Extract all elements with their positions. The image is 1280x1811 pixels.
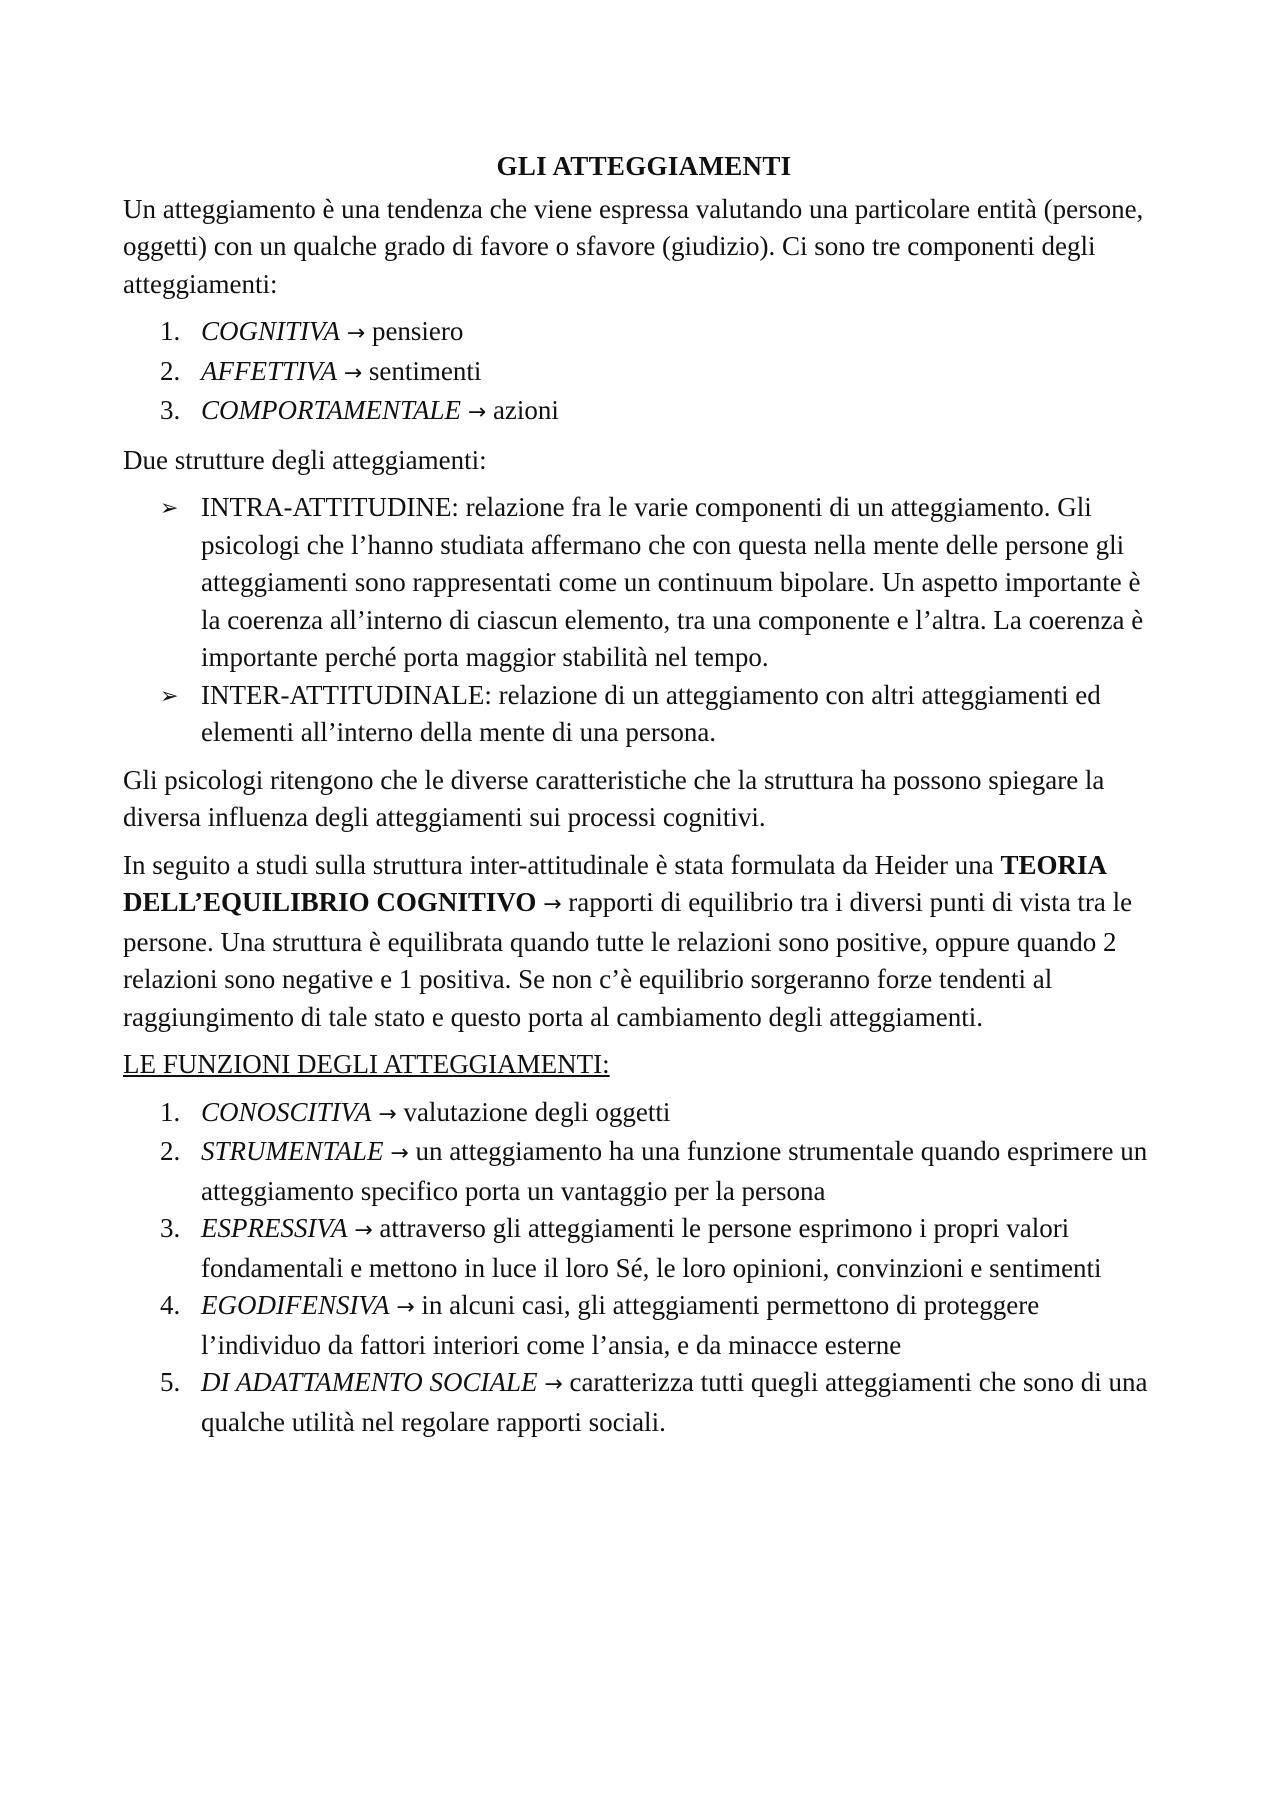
function-term: CONOSCITIVA: [201, 1096, 372, 1127]
list-number: 1.: [160, 1096, 181, 1127]
structure-text: INTRA-ATTITUDINE: relazione fra le varie componenti di un atteggiamento. Gli psicologi che l’hanno studiata affermano che con questa nella mente delle persone gli atteggiamenti sono rappresentati come un continuum bipolare. Un aspetto importante è la coerenza all’interno di ciascun elemento, tra una componente e l’altra. La coerenza è importante perché porta maggior stabilità nel tempo.: [201, 492, 1144, 672]
function-desc: attraverso gli atteggiamenti le persone esprimono i propri valori fondamentali e mettono in luce il loro Sé, le loro opinioni, convinzioni e sentimenti: [201, 1213, 1102, 1283]
structures-heading: Due strutture degli atteggiamenti:: [123, 444, 487, 475]
component-term: COGNITIVA: [201, 316, 340, 346]
structure-text: INTER-ATTITUDINALE: relazione di un atteggiamento con altri atteggiamenti ed elementi all’interno della mente di una persona.: [201, 679, 1101, 747]
function-term: ESPRESSIVA: [201, 1213, 348, 1243]
function-desc: valutazione degli oggetti: [403, 1096, 671, 1127]
function-term: DI ADATTAMENTO SOCIALE: [201, 1367, 538, 1397]
list-item: [123, 1133, 1165, 1210]
list-number: 3.: [160, 1213, 181, 1243]
document-title: GLI ATTEGGIAMENTI: [496, 151, 792, 181]
list-number: 1.: [160, 316, 181, 346]
arrow-right-icon: →: [396, 1295, 415, 1320]
components-list: [123, 313, 1165, 432]
list-item: [123, 392, 1165, 432]
component-desc: pensiero: [371, 316, 464, 346]
list-item: [123, 1210, 1165, 1287]
list-number: 4.: [160, 1290, 181, 1320]
list-number: 3.: [160, 395, 181, 425]
list-item: [123, 313, 1165, 353]
function-desc: in alcuni casi, gli atteggiamenti permettono di proteggere l’individuo da fattori interiori come l’ansia, e da minacce esterne: [201, 1290, 1040, 1360]
heider-text-after: rapporti di equilibrio tra i diversi punti di vista tra le persone. Una struttura è equilibrata quando tutte le relazioni sono positive, oppure quando 2 relazioni sono negative e 1 positiva. Se non c’è equilibrio sorgeranno forze tendenti al raggiungimento di tale stato e questo porta al cambiamento degli atteggiamenti.: [123, 887, 1133, 1032]
list-item: [123, 1364, 1165, 1441]
component-term: COMPORTAMENTALE: [201, 395, 461, 425]
intro-paragraph: Un atteggiamento è una tendenza che viene espressa valutando una particolare entità (persone, oggetti) con un qualche grado di favore o sfavore (giudizio). Ci sono tre componenti degli atteggiamenti:: [123, 193, 1144, 299]
arrow-right-icon: →: [467, 400, 487, 425]
heider-paragraph: [123, 847, 1165, 1037]
theory-name: TEORIA DELL’EQUILIBRIO COGNITIVO: [123, 849, 1106, 917]
arrow-right-icon: →: [354, 1218, 373, 1243]
functions-list: [123, 1094, 1165, 1442]
psicologi-paragraph: Gli psicologi ritengono che le diverse caratteristiche che la struttura ha possono spiegare la diversa influenza degli atteggiamenti sui processi cognitivi.: [123, 764, 1105, 832]
arrow-right-icon: →: [390, 1141, 409, 1166]
bullet-arrow-icon: ➢: [160, 682, 179, 708]
document-page: [123, 148, 1165, 1451]
function-desc: un atteggiamento ha una funzione strumentale quando esprimere un atteggiamento specifico porta un vantaggio per la persona: [201, 1136, 1148, 1206]
list-item: [123, 353, 1165, 393]
functions-heading: LE FUNZIONI DEGLI ATTEGGIAMENTI:: [123, 1049, 610, 1079]
structures-list: [123, 489, 1165, 752]
list-number: 5.: [160, 1367, 181, 1397]
component-term: AFFETTIVA: [201, 355, 337, 386]
list-number: 2.: [160, 1136, 181, 1166]
list-item: [123, 1094, 1165, 1134]
arrow-right-icon: →: [378, 1101, 397, 1127]
heider-text-before: In seguito a studi sulla struttura inter-attitudinale è stata formulata da Heider una: [123, 849, 1001, 880]
list-item: [123, 677, 1165, 752]
arrow-right-icon: →: [343, 360, 363, 386]
list-number: 2.: [160, 355, 181, 386]
bullet-arrow-icon: ➢: [160, 495, 179, 520]
list-item: [123, 1287, 1165, 1364]
list-item: [123, 489, 1165, 677]
arrow-right-icon: →: [543, 892, 562, 917]
component-desc: azioni: [492, 395, 559, 425]
function-term: EGODIFENSIVA: [201, 1290, 390, 1320]
component-desc: sentimenti: [368, 355, 482, 386]
function-term: STRUMENTALE: [201, 1136, 384, 1166]
arrow-right-icon: →: [544, 1372, 563, 1397]
arrow-right-icon: →: [346, 321, 366, 346]
function-desc: caratterizza tutti quegli atteggiamenti che sono di una qualche utilità nel regolare rapporti sociali.: [201, 1367, 1148, 1437]
